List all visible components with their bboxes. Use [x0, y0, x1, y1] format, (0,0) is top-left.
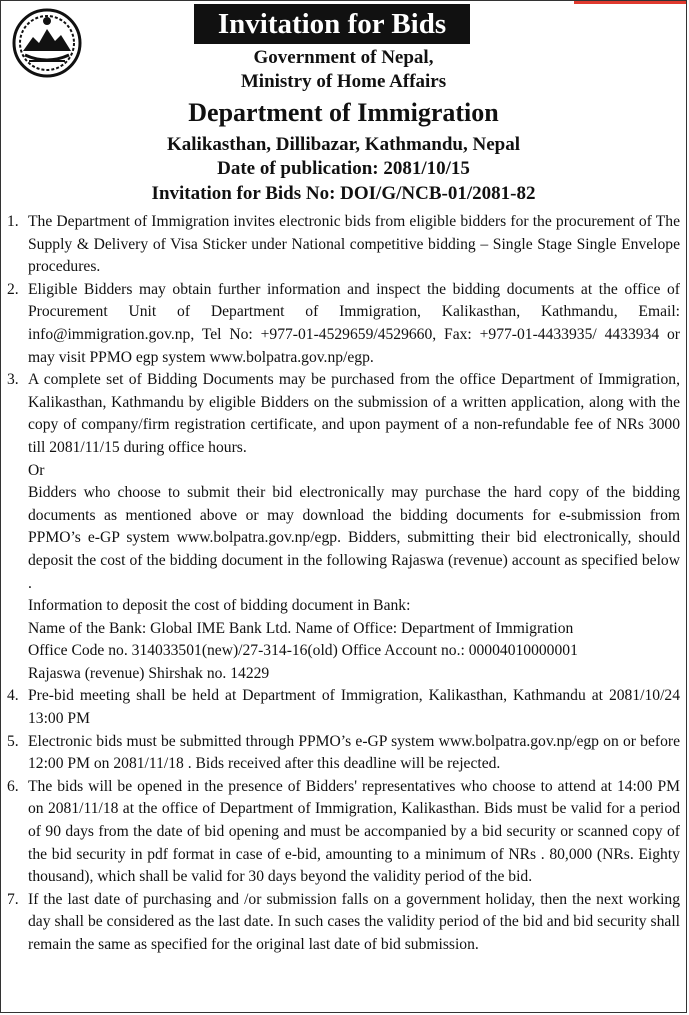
electronic-submission-text: Bidders who choose to submit their bid electronically may purchase the hard copy of the bidding documents as mentioned above or may download the bidding documents for e-submission from PPMO’s e-GP system www.bolpatra.gov.np/egp. Bidders, submitting their bid electronically, should deposit the cost of the bidding document in the following Rajaswa (revenue) account as specified below . — [28, 484, 680, 592]
item-number: 4. — [7, 687, 19, 705]
department-title: Department of Immigration — [188, 98, 499, 127]
item-number: 1. — [7, 213, 19, 230]
bank-name-line: Name of the Bank: Global IME Bank Ltd. Name of Office: Department of Immigration — [28, 619, 574, 637]
list-item — [7, 279, 680, 369]
item-text: If the last date of purchasing and /or submission falls on a government holiday, then the next working day shall be considered as the last date. In such cases the validity period of the bid and bid security shall remain the same as specified for the original last date of bid submission. — [28, 890, 680, 953]
ministry-line: Ministry of Home Affairs — [240, 71, 447, 92]
item-number: 5. — [7, 732, 19, 750]
item-number: 2. — [7, 280, 19, 298]
publication-date: Date of publication: 2081/10/15 — [217, 158, 470, 179]
notice-body — [7, 211, 680, 957]
banner-title: Invitation for Bids — [194, 4, 470, 44]
item-text: The bids will be opened in the presence of Bidders' representatives who choose to attend at 14:00 PM on 2081/11/18 at the office of Department of Immigration, Kalikasthan. Bids must be valid for a period of 90 days from the date of bid opening and must be accompanied by a bid security or scanned copy of the bid security in pdf format in case of e-bid, amounting to a minimum of NRs . 80,000 (NRs. Eighty thousand), which shall be valid for 30 days beyond the validity period of the bid. — [28, 777, 680, 886]
list-item — [7, 211, 680, 279]
item-text: A complete set of Bidding Documents may be purchased from the office Department of Immigration, Kalikasthan, Kathmandu by eligible Bidders on the submission of a written application, along with the copy of company/firm registration certificate, and upon payment of a non-refundable fee of NRs 3000 till 2081/11/15 during office hours. — [28, 371, 680, 456]
list-item — [7, 889, 680, 957]
item-text: The Department of Immigration invites electronic bids from eligible bidders for the procurement of The Supply & Delivery of Visa Sticker under National competitive bidding – Single Stage Single Envelope procedures. — [28, 213, 680, 276]
ifb-number: Invitation for Bids No: DOI/G/NCB-01/2081-82 — [151, 183, 536, 204]
list-item — [7, 685, 680, 730]
government-line: Government of Nepal, — [253, 47, 434, 68]
list-item — [7, 776, 680, 889]
item-number: 3. — [7, 371, 19, 389]
office-code-line: Office Code no. 314033501(new)/27-314-16(old) Office Account no.: 00004010000001 — [28, 642, 578, 660]
item-number: 7. — [7, 890, 19, 908]
item-text: Eligible Bidders may obtain further information and inspect the bidding documents at the office of Procurement Unit of Department of Immigration, Kalikasthan, Kathmandu, Email: info@immigration.gov.np, Tel No: +977-01-4529659/4529660, Fax: +977-01-4433935/ 4433934 or may visit PPMO egp system www.bolpatra.gov.np/egp. — [28, 280, 680, 366]
top-accent-rule — [574, 1, 686, 4]
item-number: 6. — [7, 777, 19, 795]
address-line: Kalikasthan, Dillibazar, Kathmandu, Nepal — [167, 134, 520, 155]
list-item — [7, 731, 680, 776]
revenue-line: Rajaswa (revenue) Shirshak no. 14229 — [28, 664, 270, 682]
list-item — [7, 369, 680, 685]
item-text: Pre-bid meeting shall be held at Department of Immigration, Kalikasthan, Kathmandu at 2081/10/24 13:00 PM — [28, 687, 680, 728]
item-text: Electronic bids must be submitted through PPMO’s e-GP system www.bolpatra.gov.np/egp on or before 12:00 PM on 2081/11/18 . Bids received after this deadline will be rejected. — [28, 732, 680, 773]
or-text: Or — [28, 461, 45, 479]
bank-info-heading: Information to deposit the cost of bidding document in Bank: — [28, 597, 411, 615]
